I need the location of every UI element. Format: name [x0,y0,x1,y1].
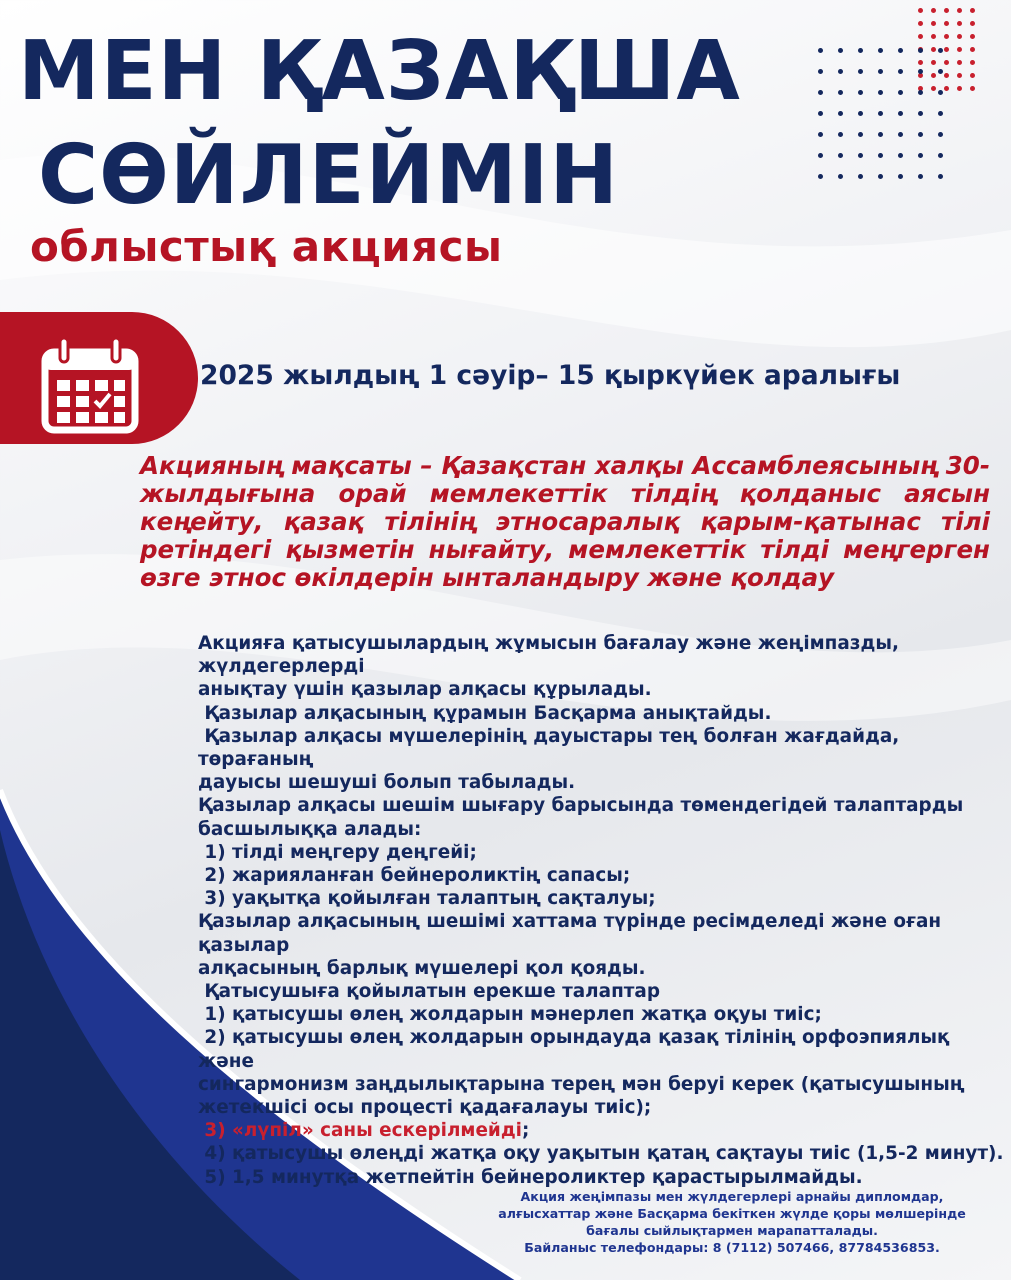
dot [918,132,923,137]
dot [944,34,949,39]
dot [818,153,823,158]
dot [878,48,883,53]
dot [898,69,903,74]
rule-line: дауысы шешуші болып табылады. [198,772,576,794]
dot [944,21,949,26]
dot [938,90,943,95]
footer-info [452,1188,1011,1256]
dot [918,21,923,26]
dot [898,111,903,116]
jury-rules [198,632,1011,1189]
rule-line: басшылыққа алады: [198,818,422,840]
dot [858,153,863,158]
dot [918,69,923,74]
rule-line: Қатысушыға қойылатын ерекше талаптар [198,981,661,1003]
dot [898,153,903,158]
dot [918,90,923,95]
dot [970,8,975,13]
dot [918,153,923,158]
rule-line: Қазылар алқасының шешімі хаттама түрінде ресімделеді және оған қазылар [198,911,948,956]
rule-line: Қазылар алқасы мүшелерінің дауыстары тең болған жағдайда, төрағаның [198,725,906,771]
dot [818,174,823,179]
dot [918,34,923,39]
dot [878,174,883,179]
dot [838,90,843,95]
dot [878,132,883,137]
dot [838,69,843,74]
rule-line: 1) қатысушы өлең жолдарын мәнерлеп жатқа оқуы тиіс; [198,1004,822,1026]
rule-line: Қазылар алқасы шешім шығару барысында төмендегідей талаптарды [198,795,964,817]
dot [898,90,903,95]
dot [938,69,943,74]
dot [918,48,923,53]
dot [898,48,903,53]
page-title [18,20,741,228]
action-period: 2025 жылдың 1 сәуір– 15 қыркүйек аралығы [200,360,901,391]
contact-phones: Байланыс телефондары: 8 (7112) 507466, 87784536853. [524,1240,940,1255]
dot [970,60,975,65]
dot [970,21,975,26]
rule-line: 1) тілді меңгеру деңгейі; [198,841,477,863]
dot [858,90,863,95]
rule-line: 4) қатысушы өлеңді жатқа оқу уақытын қатаң сақтауы тиіс (1,5-2 минут). [198,1143,1004,1165]
dot [931,34,936,39]
dot [944,8,949,13]
dot [858,132,863,137]
dot [938,153,943,158]
dot [858,174,863,179]
dot [838,111,843,116]
rule-line: жетекшісі осы процесті қадағалауы тиіс); [198,1097,652,1119]
rule-line-tail: ; [521,1120,530,1142]
dot [918,8,923,13]
rule-line: 5) 1,5 минутқа жетпейтін бейнероликтер қарастырылмайды. [198,1166,863,1188]
dot [838,174,843,179]
dot [818,111,823,116]
dot [818,90,823,95]
dot [970,86,975,91]
rule-line: Акцияға қатысушылардың жұмысын бағалау және жеңімпазды, жүлдегерлерді [198,633,906,678]
dot [878,111,883,116]
rule-line: 3) уақытқа қойылған талаптың сақталуы; [198,888,656,910]
navy-dot-pattern [818,48,958,195]
dot [957,34,962,39]
dot [898,174,903,179]
dot [970,34,975,39]
dot [838,48,843,53]
dot [818,69,823,74]
dot [918,111,923,116]
dot [957,8,962,13]
footer-line-2: алғысхаттар және Басқарма бекіткен жүлде қоры мөлшерінде [498,1206,966,1221]
title-line-2: СӨЙЛЕЙМІН [38,128,619,223]
dot [878,69,883,74]
dot [938,132,943,137]
dot [970,47,975,52]
rule-line: 2) жарияланған бейнероликтің сапасы; [198,865,631,887]
calendar-icon [40,334,140,434]
dot [898,132,903,137]
subtitle: облыстық акциясы [30,222,503,271]
dot [931,21,936,26]
rule-line: анықтау үшін қазылар алқасы құрылады. [198,679,652,701]
dot [818,132,823,137]
dot [918,174,923,179]
dot [938,174,943,179]
dot [818,48,823,53]
dot [858,69,863,74]
dot [938,111,943,116]
rule-line: 2) қатысушы өлең жолдарын орындауда қазақ тілінің орфоэпиялық және [198,1027,956,1072]
rule-line: алқасының барлық мүшелері қол қояды. [198,957,646,979]
dot [878,90,883,95]
title-line-1: МЕН ҚАЗАҚША [18,24,741,119]
footer-line-3: бағалы сыйлықтармен марапатталады. [586,1223,878,1238]
rule-line-highlight [198,1119,1011,1142]
dot [938,48,943,53]
dot [838,132,843,137]
rule-line: Қазылар алқасының құрамын Басқарма анықтайды. [198,702,772,724]
dot [878,153,883,158]
footer-line-1: Акция жеңімпазы мен жүлдегерлері арнайы дипломдар, [520,1189,944,1204]
dot [957,21,962,26]
dot [858,111,863,116]
dot [970,73,975,78]
rule-line: сингармонизм заңдылықтарына терең мән беруі керек (қатысушының [198,1073,965,1095]
lupil-rule: 3) «лүпіл» саны ескерілмейді [198,1120,522,1142]
dot [858,48,863,53]
dot [838,153,843,158]
action-goal: Акцияның мақсаты – Қазақстан халқы Ассамблеясының 30-жылдығына орай мемлекеттік тілдің қолданыс аясын кеңейту, қазақ тілінің этносаралық қарым-қатынас тілі ретіндегі қызметін нығайту, мемлекеттік тілді меңгерген өзге этнос өкілдерін ынталандыру және қолдау [140,451,990,592]
dot [931,8,936,13]
